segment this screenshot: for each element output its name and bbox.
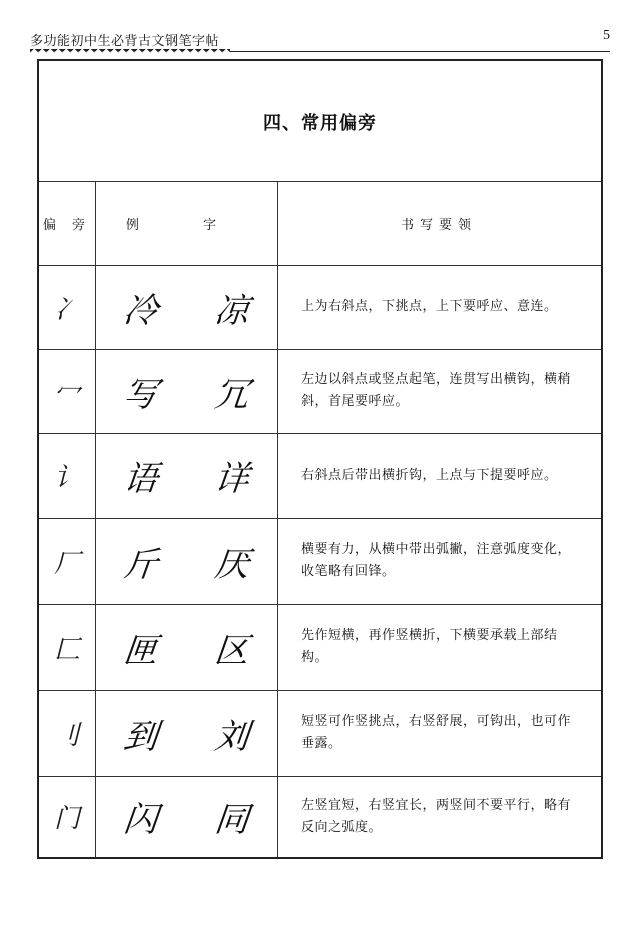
example-char: 同 <box>212 800 251 840</box>
radical-glyph: 门 <box>53 804 80 834</box>
radical-glyph: 冫 <box>53 294 80 325</box>
header-tips-label: 书写要领 <box>400 217 477 233</box>
tip-text: 短竖可作竖挑点，右竖舒展，可钩出，也可作垂露。 <box>301 714 572 751</box>
table-row <box>39 776 601 857</box>
tip-text: 左边以斜点或竖点起笔，连贯写出横钩，横稍斜，首尾要呼应。 <box>301 372 572 409</box>
table-row <box>39 518 601 605</box>
examples-cell <box>95 518 278 604</box>
example-char: 刘 <box>212 716 251 757</box>
tip-text: 先作短横，再作竖横折，下横要承载上部结构。 <box>301 628 558 665</box>
example-char: 详 <box>212 459 251 499</box>
example-char: 凉 <box>212 290 251 331</box>
table-row <box>39 433 601 519</box>
example-char: 匣 <box>121 630 160 671</box>
radical-cell <box>39 518 96 604</box>
tip-cell <box>277 776 601 857</box>
header-cell-radical <box>39 181 96 265</box>
example-char: 冷 <box>121 290 160 331</box>
examples-cell <box>95 776 278 857</box>
example-char: 冗 <box>212 374 251 415</box>
section-title: 四、常用偏旁 <box>263 113 377 134</box>
example-char: 厌 <box>212 544 251 585</box>
radical-cell <box>39 433 96 518</box>
radical-cell <box>39 776 96 857</box>
tip-cell <box>277 349 601 433</box>
radical-glyph: 厂 <box>53 548 80 579</box>
tip-text: 上为右斜点，下挑点，上下要呼应、意连。 <box>301 299 558 314</box>
table-row <box>39 604 601 691</box>
tip-text: 横要有力，从横中带出弧撇，注意弧度变化，收笔略有回锋。 <box>301 542 572 579</box>
table-row <box>39 265 601 350</box>
page-number: 5 <box>603 28 610 43</box>
book-title: 多功能初中生必背古文钢笔字帖 <box>30 34 220 49</box>
examples-cell <box>95 433 278 518</box>
table-title-area <box>39 61 601 182</box>
radical-cell <box>39 265 96 349</box>
tip-cell <box>277 265 601 349</box>
radical-glyph: 讠 <box>53 463 80 493</box>
tip-cell <box>277 518 601 604</box>
examples-cell <box>95 349 278 433</box>
tip-cell <box>277 433 601 518</box>
tip-text: 左竖宜短，右竖宜长，两竖间不要平行，略有反向之弧度。 <box>301 797 572 835</box>
radicals-table <box>37 59 603 859</box>
tip-text: 右斜点后带出横折钩，上点与下提要呼应。 <box>301 467 558 483</box>
examples-cell <box>95 265 278 349</box>
page-header <box>30 24 610 48</box>
examples-cell <box>95 604 278 690</box>
tip-cell <box>277 604 601 690</box>
table-row <box>39 349 601 434</box>
header-rule <box>230 51 610 52</box>
radical-glyph: 匚 <box>53 634 80 665</box>
example-char: 闪 <box>121 800 160 840</box>
table-grid <box>39 181 601 857</box>
header-cell-tips <box>277 181 601 265</box>
header-radical-label: 偏 旁 <box>42 217 92 233</box>
decorative-chevron-band <box>30 49 230 55</box>
example-char: 到 <box>121 716 160 757</box>
example-char: 语 <box>121 459 160 499</box>
radical-cell <box>39 690 96 776</box>
table-row <box>39 690 601 777</box>
example-char: 写 <box>121 374 160 415</box>
example-char: 区 <box>212 630 251 671</box>
header-examples-label: 例 字 <box>125 217 247 233</box>
radical-cell <box>39 604 96 690</box>
examples-cell <box>95 690 278 776</box>
tip-cell <box>277 690 601 776</box>
example-char: 斤 <box>121 544 160 585</box>
radical-glyph: 刂 <box>53 720 80 751</box>
header-cell-examples <box>95 181 278 265</box>
table-header-row <box>39 181 601 266</box>
radical-glyph: 冖 <box>53 378 80 409</box>
radical-cell <box>39 349 96 433</box>
